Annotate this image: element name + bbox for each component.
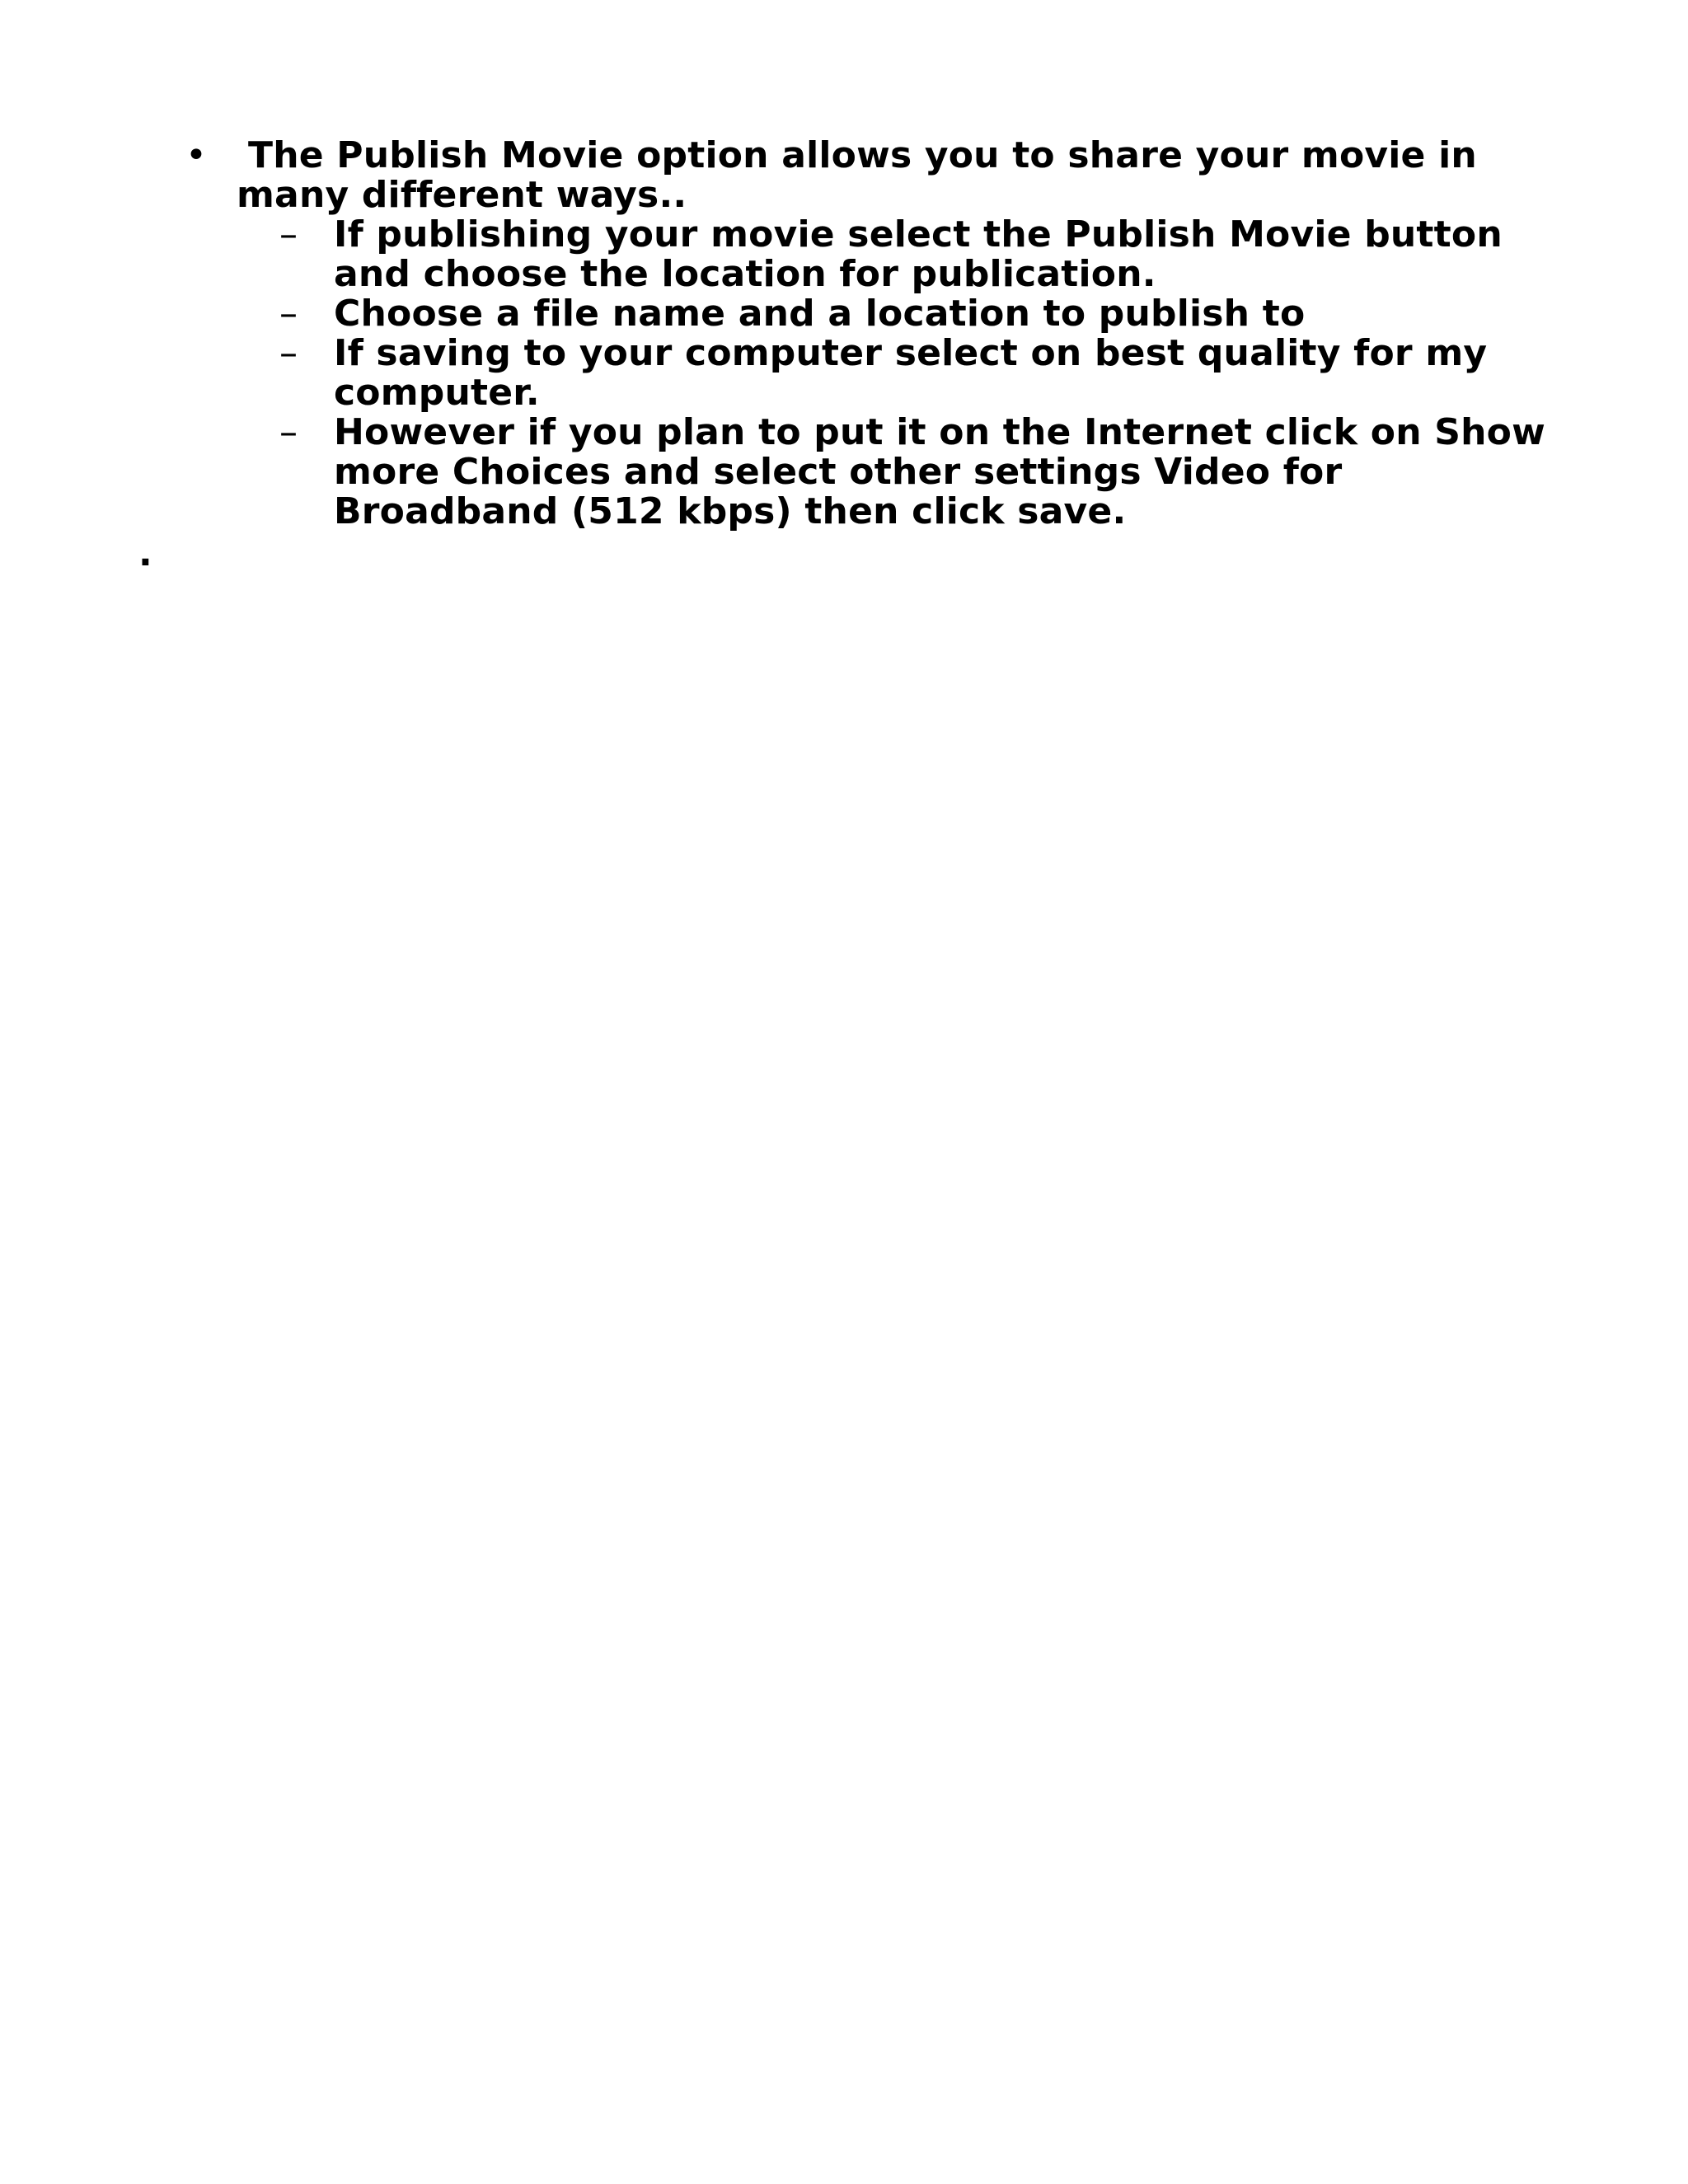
sub-bullet-item: [279, 293, 1545, 335]
trailing-period: .: [138, 532, 152, 574]
dash-marker-icon: –: [279, 411, 298, 453]
sub-bullet-text: If publishing your movie select the Publish Movie button and choose the location for publication.: [334, 213, 1503, 295]
sub-bullet-text: If saving to your computer select on best quality for my computer.: [334, 332, 1488, 414]
sub-bullet-list: [279, 213, 1545, 532]
sub-bullet-text: Choose a file name and a location to publish to: [334, 293, 1306, 335]
sub-bullet-item: [279, 332, 1545, 414]
document-body: [185, 136, 1545, 532]
dash-marker-icon: –: [279, 213, 298, 255]
main-bullet-item: [185, 136, 1545, 215]
sub-bullet-item: [279, 213, 1545, 295]
dash-marker-icon: –: [279, 293, 298, 335]
main-bullet-text: The Publish Movie option allows you to share your movie in many different ways..: [237, 134, 1477, 216]
bullet-marker-icon: •: [185, 134, 208, 176]
sub-bullet-text: However if you plan to put it on the Internet click on Show more Choices and select other settings Video for Broadband (512 kbps) then click save.: [334, 411, 1545, 532]
sub-bullet-item: [279, 411, 1545, 532]
dash-marker-icon: –: [279, 332, 298, 374]
